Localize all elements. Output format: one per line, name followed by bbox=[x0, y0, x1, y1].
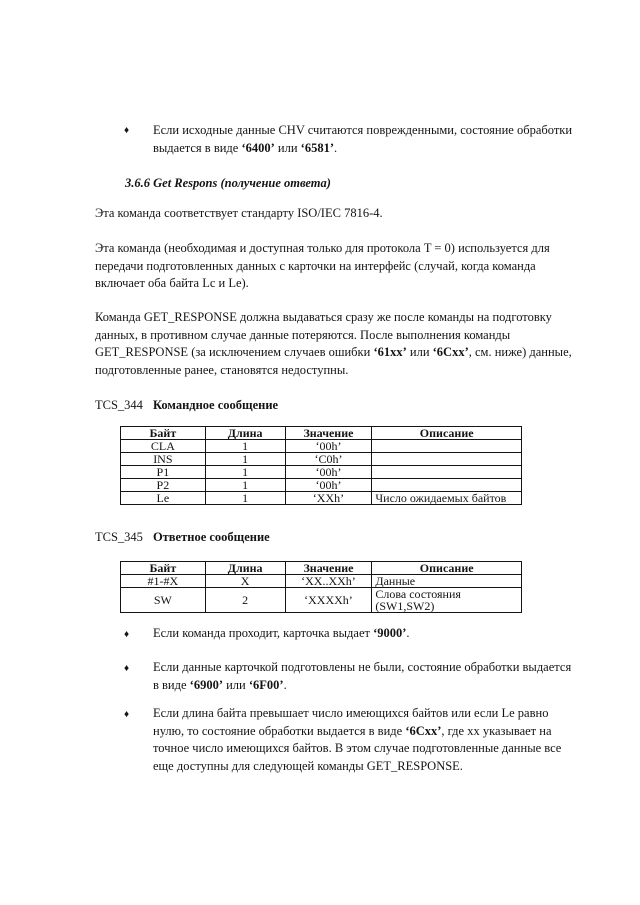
status-code: ‘6F00’ bbox=[248, 677, 284, 692]
bullet-line: еще доступны для следующей команды GET_RESPONSE. bbox=[153, 758, 463, 773]
paragraph-3 bbox=[95, 309, 572, 379]
table-cell: Данные bbox=[372, 575, 522, 588]
top-bullet-text bbox=[153, 122, 572, 157]
bullet-3-text bbox=[153, 705, 561, 775]
table-cell: 1 bbox=[205, 453, 285, 466]
top-bullet-line2 bbox=[153, 140, 572, 158]
header-cell: Описание bbox=[372, 562, 522, 575]
table-cell: ‘XXXXh’ bbox=[285, 588, 372, 613]
header-cell: Байт bbox=[121, 562, 206, 575]
bullet-line bbox=[153, 677, 571, 695]
header-cell: Значение bbox=[285, 562, 372, 575]
paragraph-1: Эта команда соответствует стандарту ISO/IEC 7816-4. bbox=[95, 206, 383, 220]
table-cell: ‘00h’ bbox=[285, 440, 372, 453]
status-code: ‘6900’ bbox=[189, 677, 223, 692]
table-cell bbox=[372, 466, 522, 479]
paragraph-2 bbox=[95, 240, 550, 293]
status-code: ‘6Cxx’ bbox=[405, 723, 442, 738]
top-bullet-line1: Если исходные данные CHV считаются поврежденными, состояние обработки bbox=[153, 123, 573, 137]
bullet-line: Если длина байта превышает число имеющихся байтов или если Le равно bbox=[153, 706, 549, 720]
table-cell: 1 bbox=[205, 479, 285, 492]
bullet-icon: ♦ bbox=[124, 663, 130, 674]
text-fragment: или bbox=[274, 140, 301, 155]
text-fragment: . bbox=[283, 677, 287, 692]
table-cell bbox=[372, 479, 522, 492]
table-row bbox=[121, 575, 522, 588]
header-cell: Длина bbox=[205, 427, 285, 440]
table-cell: P1 bbox=[121, 466, 206, 479]
table-cell: 1 bbox=[205, 466, 285, 479]
section-heading: 3.6.6 Get Respons (получение ответа) bbox=[125, 176, 331, 190]
table-cell: 2 bbox=[205, 588, 285, 613]
text-fragment: нулю, то состояние обработки выдается в виде bbox=[153, 723, 406, 738]
table-cell: Le bbox=[121, 492, 206, 505]
header-cell: Значение bbox=[285, 427, 372, 440]
table-header-row bbox=[121, 427, 522, 440]
table-row bbox=[121, 588, 522, 613]
table-cell: SW bbox=[121, 588, 206, 613]
text-fragment: Если команда проходит, карточка выдает bbox=[153, 626, 374, 640]
table-cell: Число ожидаемых байтов bbox=[372, 492, 522, 505]
table-cell: 1 bbox=[205, 440, 285, 453]
bullet-2-text bbox=[153, 659, 571, 694]
table-id: TCS_345 bbox=[95, 530, 143, 544]
table-header-row bbox=[121, 562, 522, 575]
table-cell: ‘XX..XXh’ bbox=[285, 575, 372, 588]
table-cell bbox=[372, 453, 522, 466]
text-fragment: выдается в виде bbox=[153, 140, 242, 155]
text-fragment: GET_RESPONSE (за исключением случаев ошибки bbox=[95, 345, 374, 359]
command-message-table bbox=[120, 426, 522, 505]
table-row bbox=[121, 492, 522, 505]
text-fragment: или bbox=[222, 677, 249, 692]
table-cell: P2 bbox=[121, 479, 206, 492]
paragraph-line: включает оба байта Lc и Le). bbox=[95, 276, 249, 290]
response-message-table bbox=[120, 561, 522, 613]
text-fragment: . bbox=[333, 140, 338, 155]
text-fragment: , где xx указывает на bbox=[441, 723, 552, 738]
text-fragment: или bbox=[406, 345, 433, 359]
bullet-1-text bbox=[153, 625, 410, 643]
table-cell: #1-#X bbox=[121, 575, 206, 588]
table-cell: ‘00h’ bbox=[285, 479, 372, 492]
paragraph-line: Эта команда (необходимая и доступная только для протокола T = 0) используется для bbox=[95, 241, 550, 255]
status-code: ‘61xx’ bbox=[373, 345, 407, 359]
status-code: ‘6400’ bbox=[241, 140, 275, 155]
bullet-line: Если данные карточкой подготовлены не были, состояние обработки выдается bbox=[153, 660, 572, 674]
table-cell: 1 bbox=[205, 492, 285, 505]
table-cell: ‘C0h’ bbox=[285, 453, 372, 466]
paragraph-line: данных, в противном случае данные потеряются. После выполнения команды bbox=[95, 327, 511, 342]
table-row bbox=[121, 440, 522, 453]
table-title: Командное сообщение bbox=[152, 398, 279, 412]
bullet-line bbox=[153, 723, 561, 741]
bullet-line: точное число имеющихся байтов. В этом случае подготовленные данные все bbox=[153, 741, 562, 755]
table1-caption bbox=[95, 398, 278, 413]
header-cell: Длина bbox=[205, 562, 285, 575]
table-cell: ‘00h’ bbox=[285, 466, 372, 479]
table-row bbox=[121, 479, 522, 492]
table-cell: INS bbox=[121, 453, 206, 466]
bullet-icon: ♦ bbox=[124, 629, 130, 640]
table-cell: CLA bbox=[121, 440, 206, 453]
table-cell: X bbox=[205, 575, 285, 588]
header-cell: Описание bbox=[372, 427, 522, 440]
table-cell: Слова состояния (SW1,SW2) bbox=[372, 588, 522, 613]
paragraph-line bbox=[95, 344, 572, 362]
text-fragment: . bbox=[406, 626, 410, 640]
table-id: TCS_344 bbox=[95, 398, 143, 412]
text-fragment: , см. ниже) данные, bbox=[468, 345, 572, 359]
bullet-icon: ♦ bbox=[124, 709, 130, 720]
table-row bbox=[121, 453, 522, 466]
table-title: Ответное сообщение bbox=[152, 530, 270, 544]
table2-caption bbox=[95, 530, 270, 545]
text-fragment: в виде bbox=[153, 677, 190, 692]
paragraph-line: передачи подготовленных данных с карточки на интерфейс (случай, когда команда bbox=[95, 258, 536, 273]
paragraph-line: подготовленные ранее, становятся недоступны. bbox=[95, 362, 349, 377]
status-code: ‘6Cxx’ bbox=[432, 345, 469, 359]
table-cell bbox=[372, 440, 522, 453]
paragraph-line: Команда GET_RESPONSE должна выдаваться сразу же после команды на подготовку bbox=[95, 310, 552, 324]
status-code: ‘6581’ bbox=[300, 140, 334, 155]
table-row bbox=[121, 466, 522, 479]
header-cell: Байт bbox=[121, 427, 206, 440]
status-code: ‘9000’ bbox=[373, 626, 407, 640]
table-cell: ‘XXh’ bbox=[285, 492, 372, 505]
bullet-icon: ♦ bbox=[124, 125, 130, 136]
